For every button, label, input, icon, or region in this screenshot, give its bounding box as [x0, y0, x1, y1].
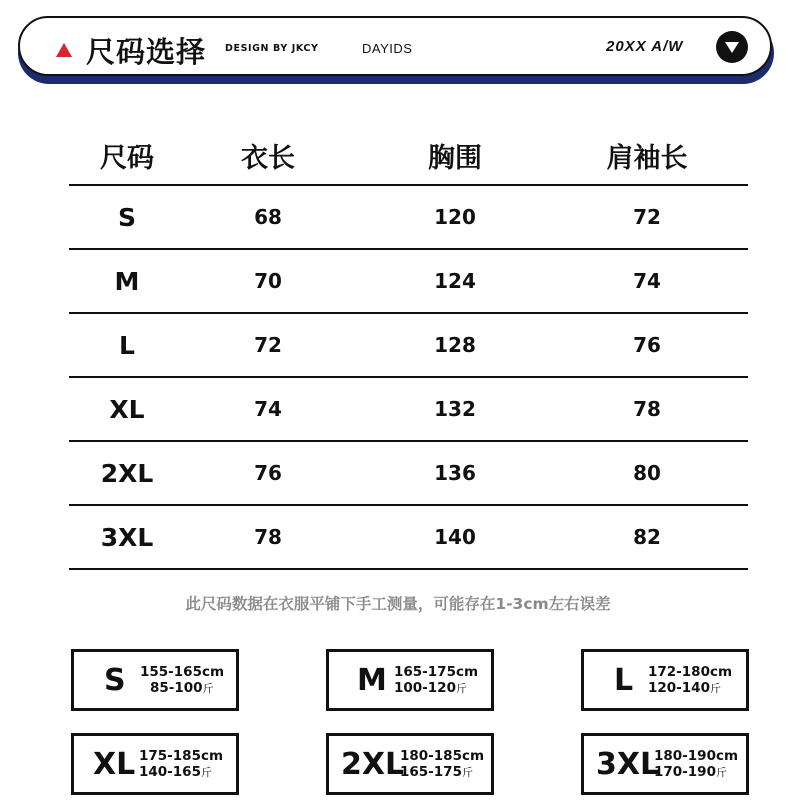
size-guide-2xl[interactable]	[326, 733, 494, 795]
weight-range: 165-175	[400, 764, 462, 780]
size-table	[69, 130, 748, 570]
cell-size: S	[117, 202, 136, 232]
cell-length: 76	[254, 461, 282, 485]
weight-range: 170-190	[654, 764, 716, 780]
size-guide-l[interactable]	[581, 649, 749, 711]
cell-sleeve: 80	[633, 461, 661, 485]
page-title: 尺码选择	[86, 35, 207, 69]
weight-range: 120-140	[648, 680, 710, 696]
season-label: 20XX A/W	[606, 38, 684, 55]
weight-range: 100-120	[394, 680, 456, 696]
weight-unit: 斤	[202, 682, 214, 695]
size-ranges	[654, 748, 738, 781]
table-row	[69, 442, 748, 506]
size-guide-xl[interactable]	[71, 733, 239, 795]
table-row	[69, 250, 748, 314]
size-ranges	[139, 748, 223, 781]
cell-chest: 132	[434, 397, 476, 421]
cell-sleeve: 78	[633, 397, 661, 421]
header-size: 尺码	[100, 143, 154, 174]
header-chest: 胸围	[428, 143, 482, 174]
chevron-down-icon[interactable]	[716, 31, 748, 63]
size-ranges	[648, 664, 732, 697]
height-range: 180-190cm	[654, 748, 739, 764]
size-ranges	[140, 664, 224, 697]
cell-size: M	[114, 266, 140, 296]
cell-chest: 140	[434, 525, 476, 549]
cell-length: 70	[254, 269, 282, 293]
cell-size: 3XL	[100, 522, 154, 552]
weight-unit: 斤	[455, 682, 467, 695]
size-label: XL	[93, 746, 136, 782]
cell-length: 74	[254, 397, 282, 421]
cell-chest: 128	[434, 333, 476, 357]
weight-unit: 斤	[709, 682, 721, 695]
height-range: 175-185cm	[139, 748, 224, 764]
size-ranges	[400, 748, 484, 781]
cell-chest: 136	[434, 461, 476, 485]
cell-sleeve: 76	[633, 333, 661, 357]
size-guide-m[interactable]	[326, 649, 494, 711]
table-header	[69, 130, 748, 186]
brand-name: DAYIDS	[362, 41, 413, 56]
height-range: 155-165cm	[140, 664, 225, 680]
height-range: 180-185cm	[400, 748, 485, 764]
header-length: 衣长	[241, 143, 295, 174]
table-row	[69, 378, 748, 442]
cell-sleeve: 72	[633, 205, 661, 229]
cell-length: 72	[254, 333, 282, 357]
size-label: S	[104, 662, 126, 698]
table-row	[69, 314, 748, 378]
cell-size: L	[119, 330, 135, 360]
size-label: L	[614, 662, 634, 698]
size-guide-s[interactable]	[71, 649, 239, 711]
measurement-note: 此尺码数据在衣服平铺下手工测量，可能存在1-3cm左右误差	[185, 595, 611, 613]
weight-unit: 斤	[461, 766, 473, 779]
weight-unit: 斤	[200, 766, 212, 779]
weight-range: 85-100	[150, 680, 203, 696]
cell-size: XL	[109, 394, 145, 424]
height-range: 165-175cm	[394, 664, 479, 680]
header-sleeve: 肩袖长	[606, 143, 688, 174]
header-bar	[18, 16, 772, 76]
height-range: 172-180cm	[648, 664, 733, 680]
table-row	[69, 186, 748, 250]
size-ranges	[394, 664, 478, 697]
size-label: 2XL	[341, 746, 405, 782]
size-guide-3xl[interactable]	[581, 733, 749, 795]
triangle-icon	[56, 43, 72, 57]
table-row	[69, 506, 748, 570]
cell-sleeve: 74	[633, 269, 661, 293]
cell-size: 2XL	[100, 458, 154, 488]
cell-length: 78	[254, 525, 282, 549]
size-label: 3XL	[596, 746, 660, 782]
cell-chest: 124	[434, 269, 476, 293]
design-credit: DESIGN BY JKCY	[225, 43, 319, 54]
cell-chest: 120	[434, 205, 476, 229]
size-label: M	[357, 662, 387, 698]
weight-unit: 斤	[715, 766, 727, 779]
cell-sleeve: 82	[633, 525, 661, 549]
cell-length: 68	[254, 205, 282, 229]
weight-range: 140-165	[139, 764, 201, 780]
